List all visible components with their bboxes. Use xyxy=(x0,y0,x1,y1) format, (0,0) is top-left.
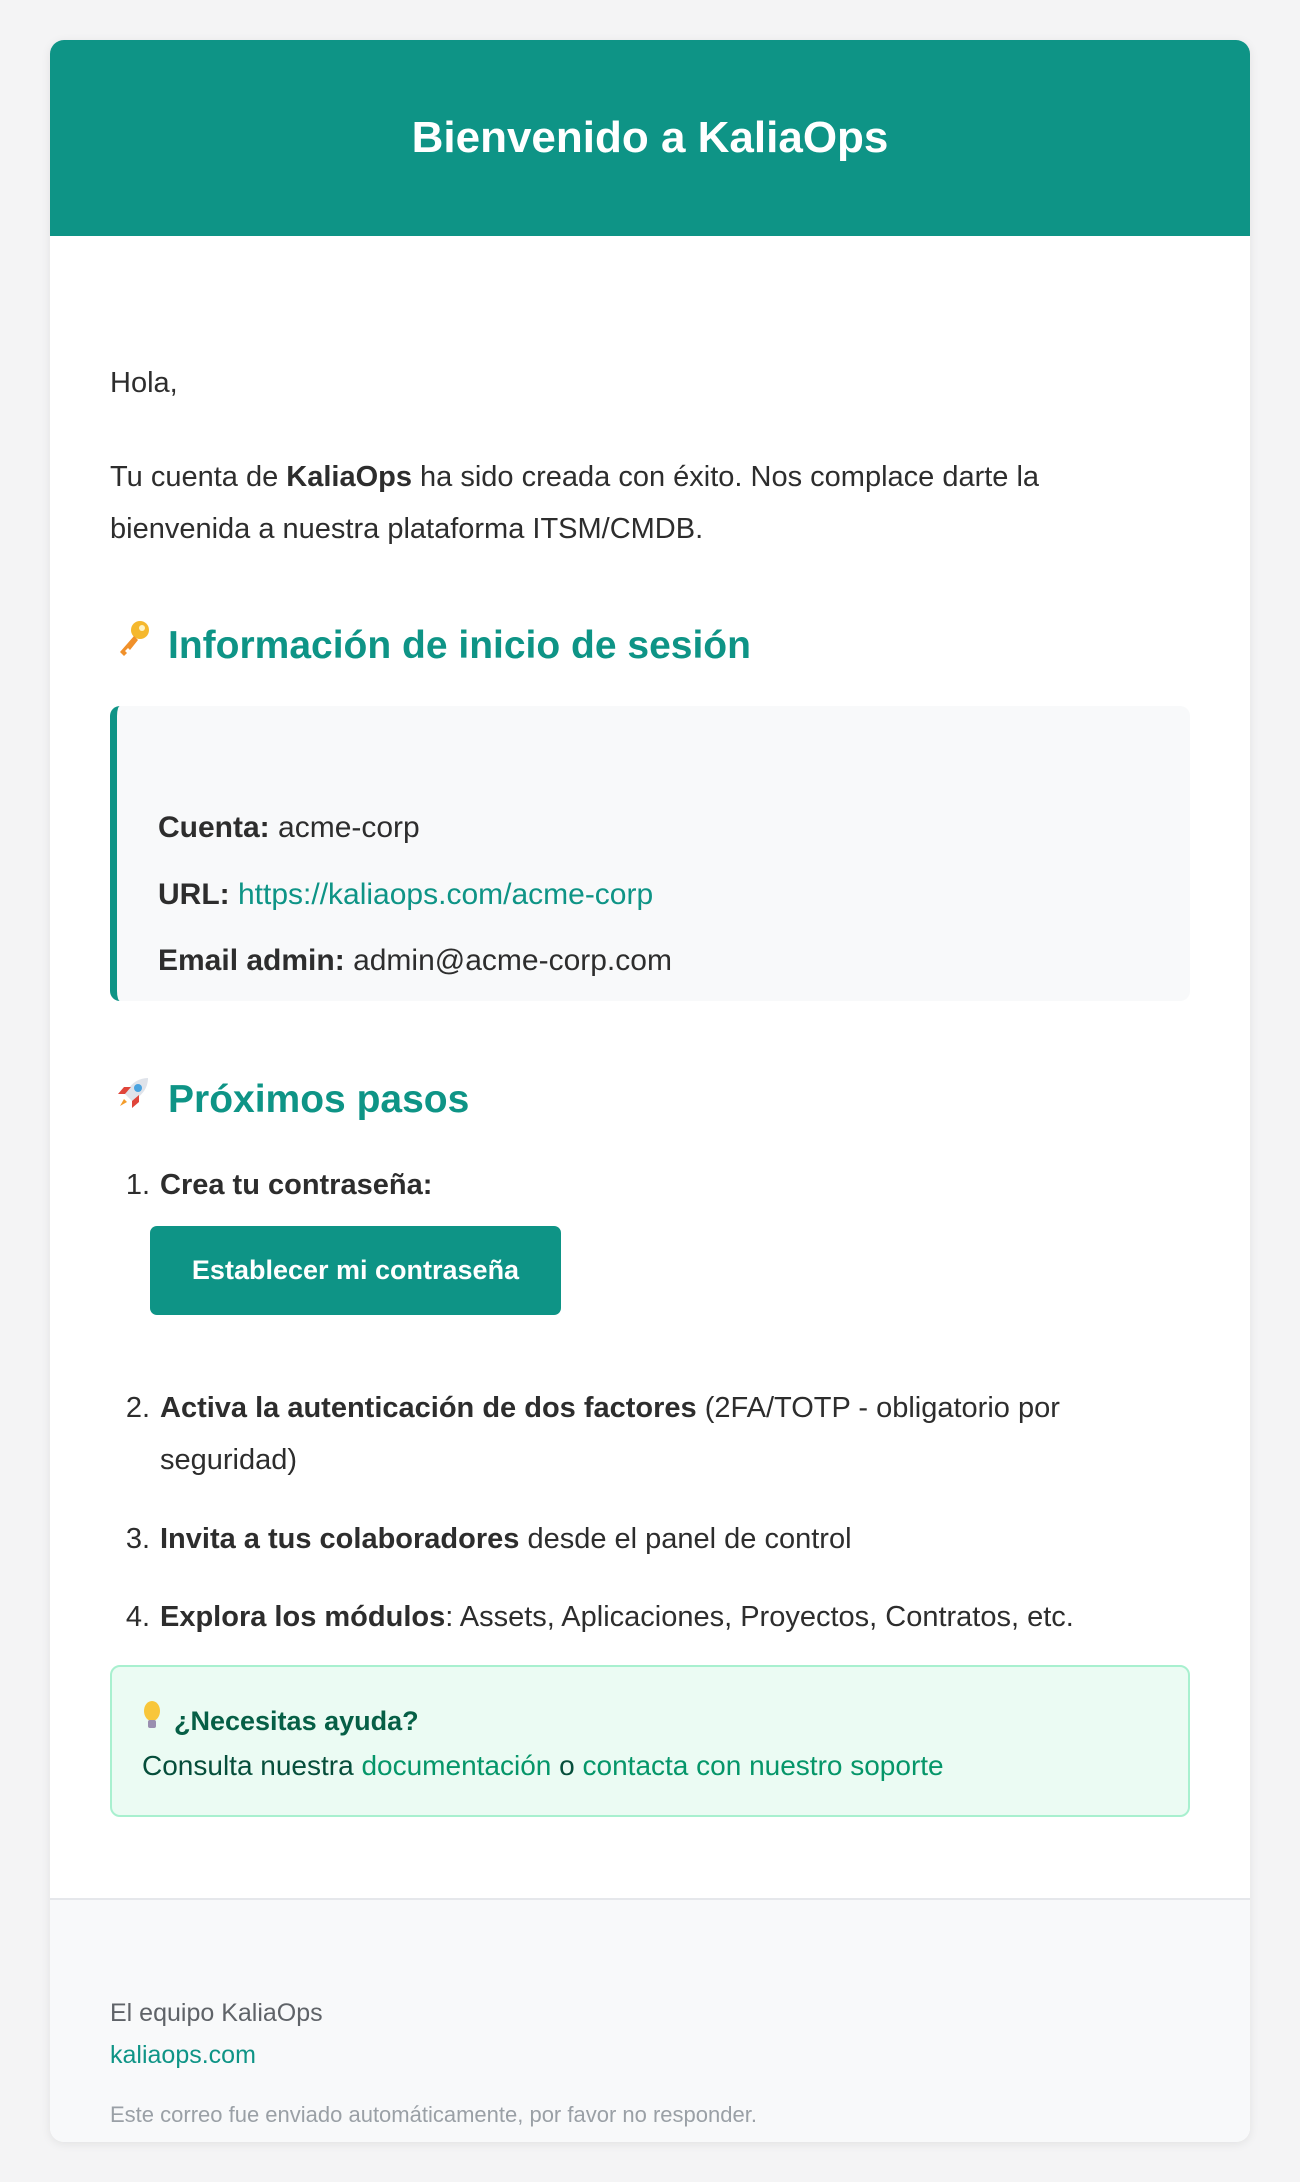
step-item xyxy=(110,1159,1190,1211)
step-number: 1. xyxy=(125,1169,150,1201)
step-number: 2. xyxy=(125,1392,150,1424)
intro-text: Tu cuenta de xyxy=(110,461,287,493)
account-label: Cuenta: xyxy=(158,811,270,844)
url-row xyxy=(158,873,653,917)
brand-name: KaliaOps xyxy=(286,461,412,493)
url-label: URL: xyxy=(158,878,230,911)
documentation-link[interactable]: documentación xyxy=(361,1750,552,1781)
footer-site-link[interactable]: kaliaops.com xyxy=(110,2041,256,2069)
step-text: seguridad) xyxy=(160,1444,298,1476)
greeting: Hola, xyxy=(110,367,178,399)
step-item xyxy=(110,1591,1190,1643)
footer-team: El equipo KaliaOps xyxy=(110,1999,323,2027)
intro-text: bienvenida a nuestra plataforma ITSM/CMDB. xyxy=(110,513,704,545)
section-title: Próximos pasos xyxy=(168,1077,470,1121)
login-info-heading xyxy=(112,618,751,673)
help-text-part: Consulta nuestra xyxy=(142,1750,362,1781)
help-box xyxy=(110,1665,1190,1817)
step-text: (2FA/TOTP - obligatorio por xyxy=(696,1392,1060,1424)
email-label: Email admin: xyxy=(158,944,345,977)
step-item xyxy=(110,1513,1190,1565)
step-text: desde el panel de control xyxy=(519,1523,852,1555)
step-title: Activa la autenticación de dos factores xyxy=(160,1392,697,1424)
step-item xyxy=(110,1382,1190,1486)
login-info-box xyxy=(110,706,1190,1001)
help-heading xyxy=(142,1701,419,1740)
help-title: ¿Necesitas ayuda? xyxy=(174,1705,419,1736)
email-row xyxy=(158,939,672,983)
step-title: Crea tu contraseña: xyxy=(160,1169,433,1201)
set-password-button[interactable]: Establecer mi contraseña xyxy=(150,1226,561,1315)
account-url-link[interactable]: https://kaliaops.com/acme-corp xyxy=(238,878,654,911)
account-value: acme-corp xyxy=(278,811,420,844)
step-text: : Assets, Aplicaciones, Proyectos, Contratos, etc. xyxy=(445,1601,1074,1633)
key-icon xyxy=(112,618,154,673)
help-text-part: o xyxy=(551,1750,583,1781)
lightbulb-icon xyxy=(142,1701,162,1740)
email-footer xyxy=(50,1898,1250,2142)
help-text xyxy=(142,1748,944,1784)
account-row xyxy=(158,806,420,850)
footer-note: Este correo fue enviado automáticamente, por favor no responder. xyxy=(110,2102,757,2127)
step-number: 3. xyxy=(125,1523,150,1555)
step-title: Explora los módulos xyxy=(160,1601,446,1633)
rocket-icon xyxy=(112,1072,154,1127)
step-title: Invita a tus colaboradores xyxy=(160,1523,520,1555)
intro-paragraph xyxy=(110,451,1190,555)
next-steps-heading xyxy=(112,1072,469,1127)
email-card xyxy=(50,40,1250,2142)
email-header xyxy=(50,40,1250,236)
email-title: Bienvenido a KaliaOps xyxy=(411,113,889,162)
intro-text: ha sido creada con éxito. Nos complace darte la xyxy=(411,461,1040,493)
support-link[interactable]: contacta con nuestro soporte xyxy=(582,1750,944,1781)
section-title: Información de inicio de sesión xyxy=(168,623,751,667)
step-number: 4. xyxy=(125,1601,150,1633)
email-value: admin@acme-corp.com xyxy=(353,944,672,977)
